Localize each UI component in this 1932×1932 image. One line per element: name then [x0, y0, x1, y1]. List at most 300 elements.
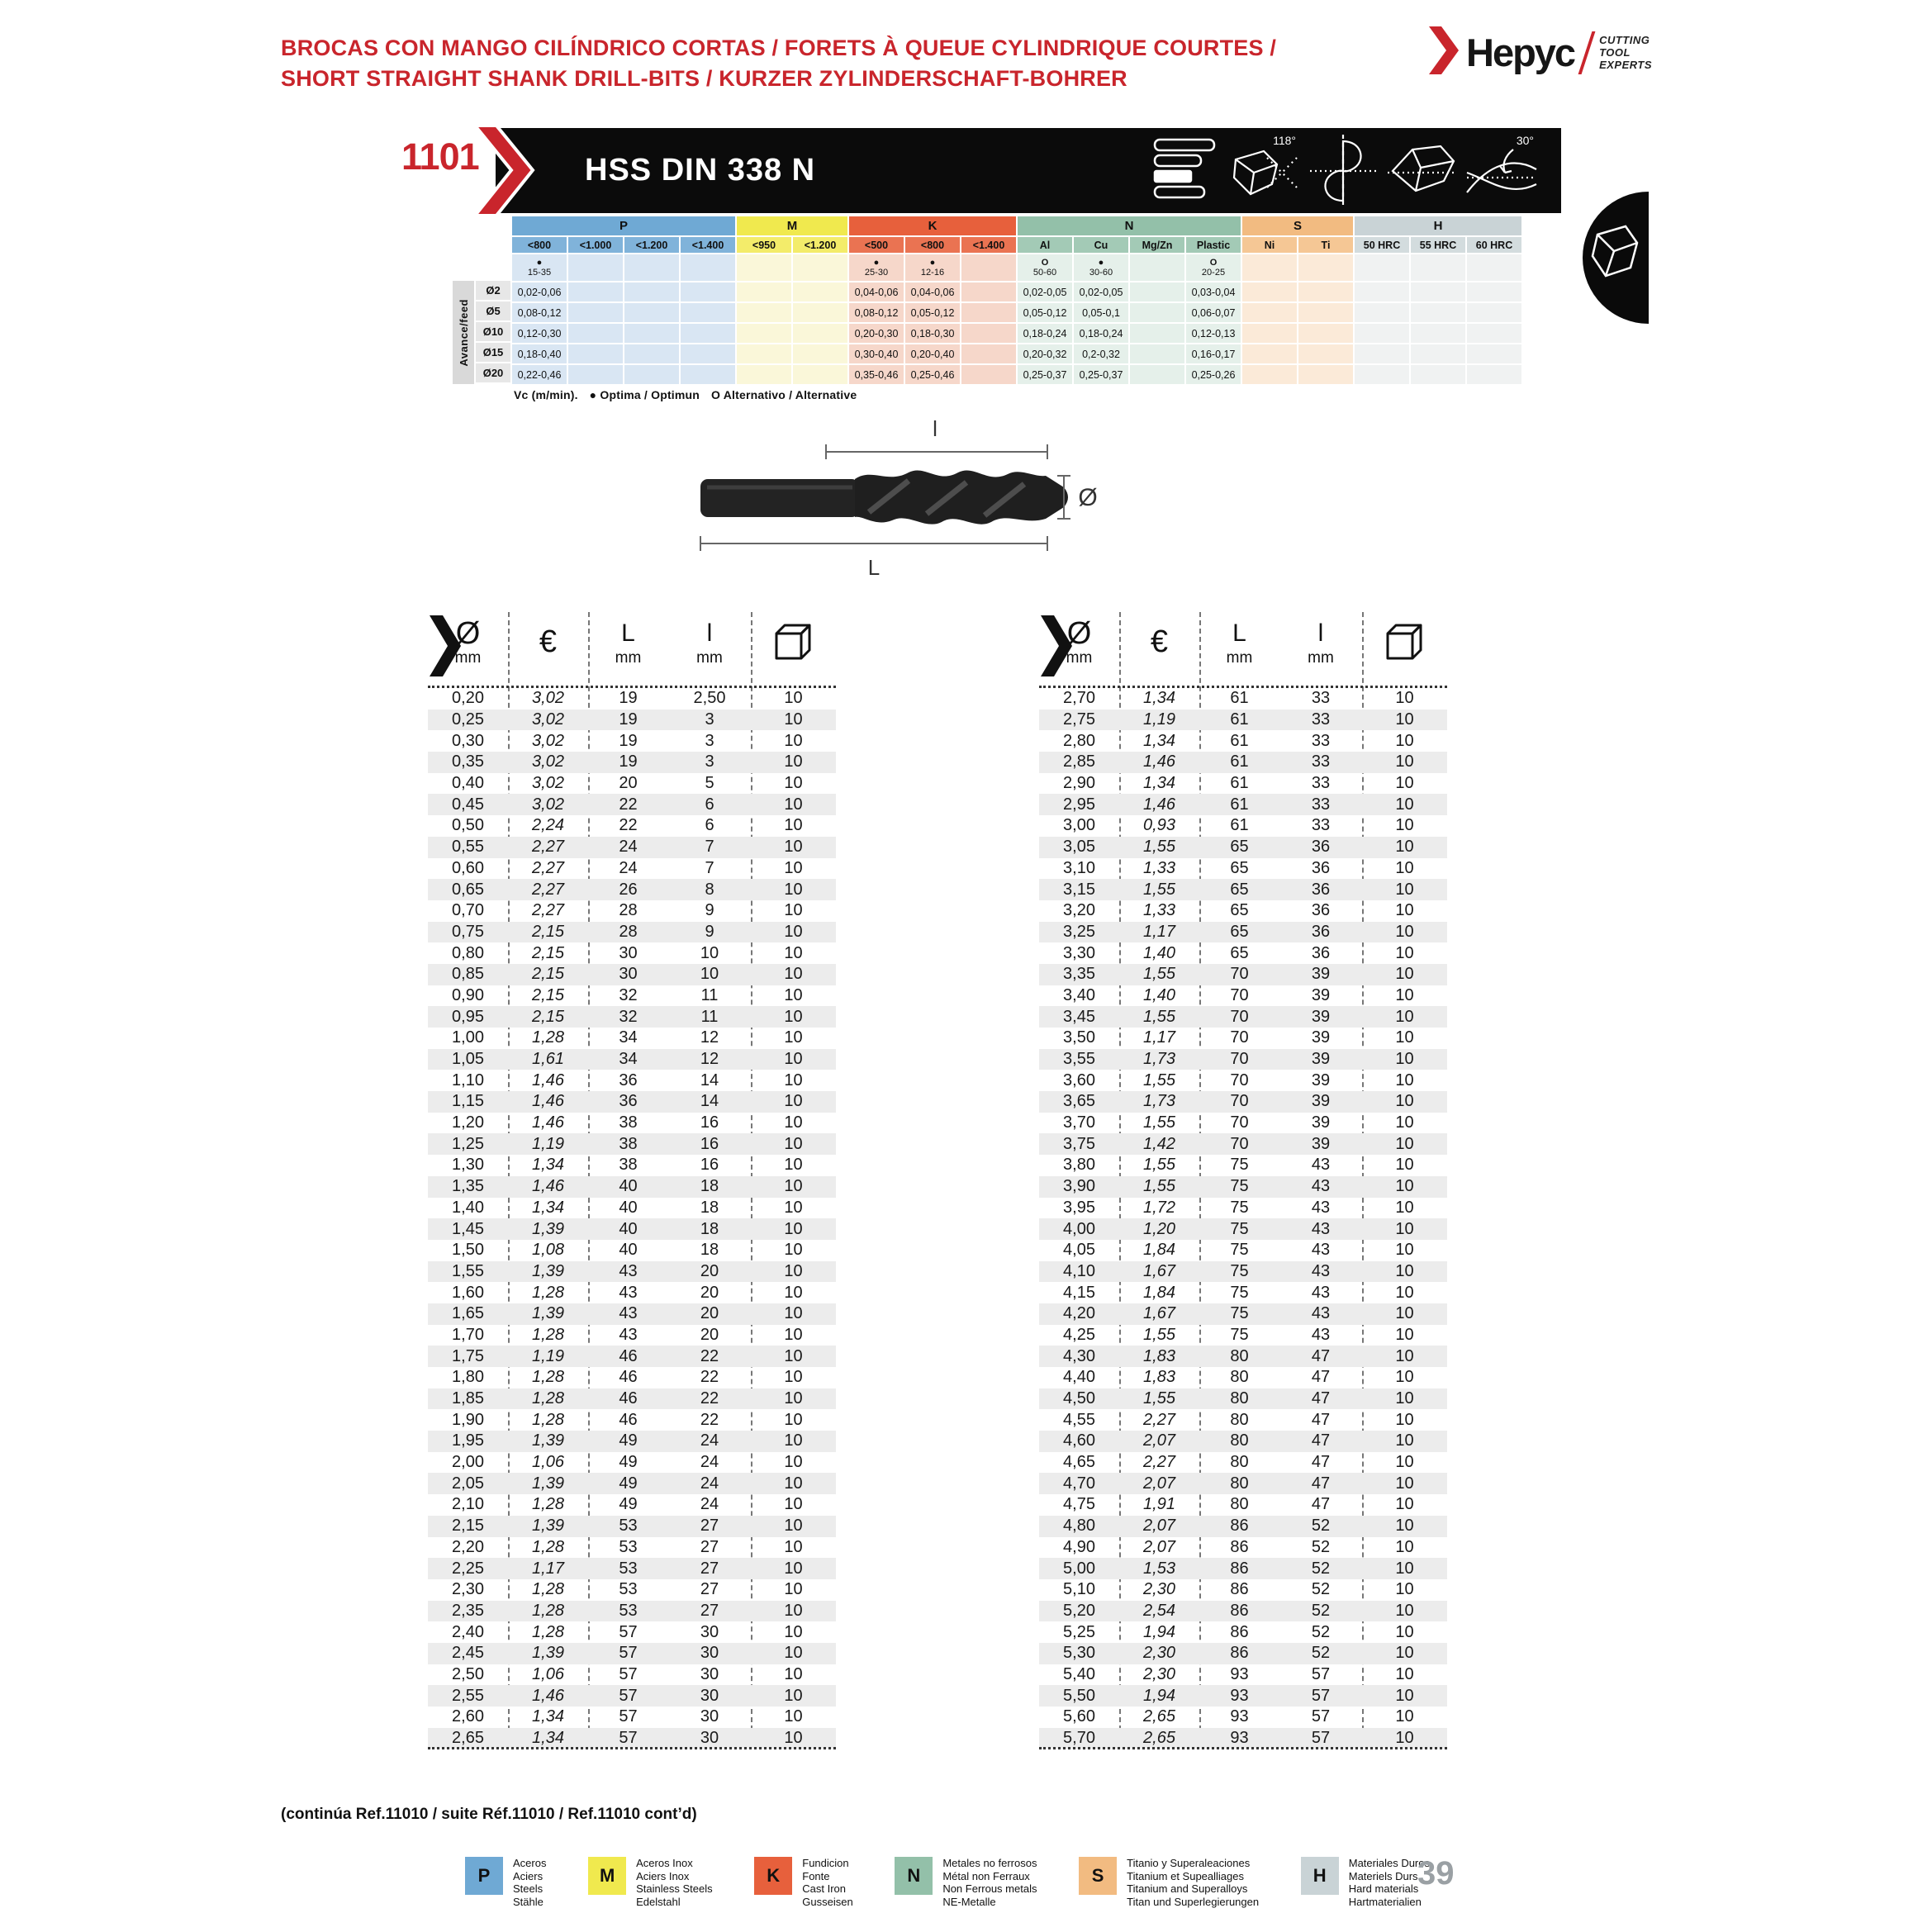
diameter-cell: 0,60 — [452, 858, 484, 877]
length-cell: 19 — [619, 731, 638, 750]
qty-cell: 10 — [1395, 1644, 1414, 1663]
point-angle-label: 118° — [1273, 134, 1296, 147]
feed-cell — [568, 363, 624, 384]
spec-subheader-cell: Cu — [1074, 235, 1130, 253]
legend-item-S — [1079, 1857, 1259, 1908]
price-cell: 1,83 — [1143, 1346, 1175, 1365]
diameter-cell: 1,25 — [452, 1134, 484, 1153]
legend-line: Materiels Durs — [1348, 1869, 1418, 1882]
vc-marker: ● — [536, 258, 543, 268]
qty-cell: 10 — [784, 1410, 803, 1429]
vc-cell — [512, 253, 568, 281]
price-cell: 2,27 — [532, 858, 564, 877]
diameter-cell: 3,15 — [1063, 880, 1095, 899]
diameter-cell: 2,35 — [452, 1601, 484, 1620]
flute-length-cell: 36 — [1311, 838, 1331, 857]
flute-length-cell: 39 — [1311, 985, 1331, 1004]
diameter-cell: 3,10 — [1063, 858, 1095, 877]
table-row — [1039, 1133, 1447, 1155]
spec-group-header-row — [512, 216, 1523, 235]
table-row — [428, 1049, 836, 1070]
diameter-cell: 0,95 — [452, 1007, 484, 1026]
length-cell: 40 — [619, 1177, 638, 1196]
price-cell: 1,55 — [1143, 1177, 1175, 1196]
qty-cell: 10 — [1395, 816, 1414, 835]
qty-cell: 10 — [784, 1007, 803, 1026]
feed-row-label: Ø10 — [476, 322, 510, 343]
price-cell: 1,28 — [532, 1622, 564, 1641]
shank-profile-icon — [1146, 130, 1222, 211]
qty-cell: 10 — [784, 1134, 803, 1153]
table-row — [1039, 1303, 1447, 1325]
price-cell: 1,46 — [532, 1177, 564, 1196]
table-row — [1039, 1685, 1447, 1707]
table-row — [1039, 1388, 1447, 1410]
diameter-cell: 2,25 — [452, 1559, 484, 1578]
price-cell: 1,34 — [1143, 689, 1175, 708]
flute-length-cell: 30 — [700, 1729, 719, 1748]
diameter-cell: 1,80 — [452, 1368, 484, 1387]
feed-cell: 0,18-0,30 — [905, 322, 961, 343]
legend-line: Stainless Steels — [636, 1882, 713, 1895]
flute-length-cell: 22 — [700, 1389, 719, 1408]
diameter-cell: 4,30 — [1063, 1346, 1095, 1365]
length-cell: 70 — [1230, 1070, 1249, 1089]
brand-chevron-icon — [1429, 26, 1459, 78]
price-cell: 2,30 — [1143, 1580, 1175, 1599]
table-row — [428, 1707, 836, 1728]
qty-cell: 10 — [784, 901, 803, 920]
diameter-cell: 4,80 — [1063, 1517, 1095, 1536]
table-row — [1039, 1494, 1447, 1516]
brand-name: Hepyc — [1466, 31, 1575, 74]
diameter-cell: 0,65 — [452, 880, 484, 899]
legend-item-H — [1301, 1857, 1430, 1908]
qty-cell: 10 — [1395, 1517, 1414, 1536]
length-unit: mm — [1226, 649, 1253, 667]
feed-cell — [681, 363, 737, 384]
flute-length-cell: 43 — [1311, 1177, 1331, 1196]
length-cell: 70 — [1230, 1050, 1249, 1069]
qty-cell: 10 — [1395, 1070, 1414, 1089]
table-row — [428, 985, 836, 1007]
qty-cell: 10 — [1395, 1410, 1414, 1429]
feed-cell — [1130, 301, 1186, 322]
price-cell: 1,40 — [1143, 943, 1175, 962]
table-row — [428, 1452, 836, 1474]
qty-cell: 10 — [784, 943, 803, 962]
qty-cell: 10 — [1395, 1622, 1414, 1641]
length-cell: 65 — [1230, 880, 1249, 899]
qty-cell: 10 — [784, 731, 803, 750]
qty-cell: 10 — [784, 1050, 803, 1069]
feed-cell — [1467, 301, 1523, 322]
price-cell: 1,55 — [1143, 838, 1175, 857]
diameter-cell: 2,65 — [452, 1729, 484, 1748]
flute-length-cell: 39 — [1311, 1028, 1331, 1047]
diameter-cell: 3,00 — [1063, 816, 1095, 835]
flute-length-cell: 22 — [700, 1368, 719, 1387]
legend-line: NE-Metalle — [942, 1895, 996, 1908]
price-table-right — [1039, 607, 1447, 1749]
qty-cell: 10 — [1395, 1261, 1414, 1280]
legend-text — [513, 1857, 546, 1908]
length-cell: 86 — [1230, 1559, 1249, 1578]
price-cell: 2,27 — [1143, 1410, 1175, 1429]
legend-line: Gusseisen — [802, 1895, 853, 1908]
feed-cell — [793, 343, 849, 363]
vc-value: 25-30 — [864, 268, 889, 278]
table-row — [1039, 1431, 1447, 1452]
diameter-cell: 4,55 — [1063, 1410, 1095, 1429]
flute-length-cell: 18 — [700, 1241, 719, 1260]
feed-cell — [1411, 363, 1467, 384]
price-cell: 2,27 — [1143, 1453, 1175, 1472]
feed-cell: 0,18-0,40 — [512, 343, 568, 363]
length-cell: 75 — [1230, 1283, 1249, 1302]
legend-item-M — [588, 1857, 713, 1908]
feed-cell — [1298, 322, 1355, 343]
feed-cell — [1355, 322, 1411, 343]
qty-cell: 10 — [784, 1198, 803, 1217]
price-cell: 1,91 — [1143, 1495, 1175, 1514]
table-row — [428, 1579, 836, 1601]
flute-length-cell: 7 — [705, 858, 714, 877]
price-cell: 1,55 — [1143, 1156, 1175, 1175]
vc-note-alternative: O Alternativo / Alternative — [711, 388, 857, 401]
qty-cell: 10 — [1395, 985, 1414, 1004]
price-cell: 3,02 — [532, 731, 564, 750]
price-cell: 2,07 — [1143, 1474, 1175, 1493]
diameter-symbol: Ø — [1066, 616, 1092, 651]
flute-length-cell: 16 — [700, 1156, 719, 1175]
flute-length-cell: 33 — [1311, 689, 1331, 708]
flute-length-cell: 33 — [1311, 731, 1331, 750]
price-cell: 3,02 — [532, 795, 564, 814]
table-row — [428, 752, 836, 773]
price-cell: 3,02 — [532, 710, 564, 729]
legend-line: Metales no ferrosos — [942, 1857, 1037, 1869]
point-angle-icon — [1226, 130, 1302, 211]
feed-cell — [568, 281, 624, 301]
flute-length-cell: 57 — [1311, 1686, 1331, 1705]
length-cell: 61 — [1230, 795, 1249, 814]
length-cell: 93 — [1230, 1729, 1249, 1748]
diameter-cell: 5,30 — [1063, 1644, 1095, 1663]
legend-line: Edelstahl — [636, 1895, 681, 1908]
vc-cell — [793, 253, 849, 281]
flute-length-cell: 24 — [700, 1474, 719, 1493]
table-row — [1039, 1643, 1447, 1664]
qty-cell: 10 — [1395, 1707, 1414, 1726]
feed-cell — [568, 301, 624, 322]
length-cell: 28 — [619, 901, 638, 920]
price-cell: 1,84 — [1143, 1241, 1175, 1260]
qty-cell: 10 — [784, 1644, 803, 1663]
qty-cell: 10 — [1395, 731, 1414, 750]
qty-cell: 10 — [1395, 752, 1414, 771]
qty-cell: 10 — [784, 1601, 803, 1620]
price-cell: 1,28 — [532, 1368, 564, 1387]
feed-cell: 0,35-0,46 — [849, 363, 905, 384]
flute-length-cell: 20 — [700, 1325, 719, 1344]
length-cell: 43 — [619, 1325, 638, 1344]
vc-value: 20-25 — [1201, 268, 1226, 278]
vc-cell — [1130, 253, 1186, 281]
diameter-cell: 4,60 — [1063, 1431, 1095, 1450]
table-row — [1039, 1621, 1447, 1643]
qty-cell: 10 — [1395, 1028, 1414, 1047]
flute-length-cell: 57 — [1311, 1664, 1331, 1683]
diameter-cell: 1,35 — [452, 1177, 484, 1196]
vc-cell — [1467, 253, 1523, 281]
price-cell: 1,17 — [532, 1559, 564, 1578]
feed-cell — [1467, 363, 1523, 384]
price-cell: 1,46 — [1143, 795, 1175, 814]
flute-length-cell: 30 — [700, 1686, 719, 1705]
materials-legend — [465, 1857, 1430, 1908]
page-edge-tab — [1583, 192, 1649, 324]
length-cell: 80 — [1230, 1431, 1249, 1450]
flute-length-cell: 52 — [1311, 1559, 1331, 1578]
price-cell: 1,34 — [532, 1707, 564, 1726]
table-row — [428, 710, 836, 731]
feed-cell — [1355, 301, 1411, 322]
feed-row-label: Ø15 — [476, 343, 510, 363]
feed-row-label: Ø2 — [476, 281, 510, 301]
price-cell: 2,15 — [532, 1007, 564, 1026]
diameter-cell: 2,10 — [452, 1495, 484, 1514]
diameter-cell: 2,20 — [452, 1537, 484, 1556]
diameter-cell: 2,50 — [452, 1664, 484, 1683]
bottom-rule — [428, 1747, 836, 1749]
price-symbol: € — [539, 624, 558, 659]
material-group-N: N — [1018, 216, 1242, 235]
qty-cell: 10 — [784, 1070, 803, 1089]
table-row — [1039, 837, 1447, 858]
vc-value: 15-35 — [527, 268, 552, 278]
flute-length-cell: 33 — [1311, 774, 1331, 793]
table-row — [1039, 1452, 1447, 1474]
length-cell: 75 — [1230, 1156, 1249, 1175]
flute-length-cell: 9 — [705, 922, 714, 941]
spec-subheader-cell: <1.400 — [681, 235, 737, 253]
flute-length-cell: 3 — [705, 731, 714, 750]
qty-cell: 10 — [1395, 1686, 1414, 1705]
feed-cell — [681, 281, 737, 301]
price-cell: 1,34 — [1143, 731, 1175, 750]
vc-cell — [681, 253, 737, 281]
qty-cell: 10 — [784, 1346, 803, 1365]
table-row — [1039, 1261, 1447, 1283]
price-cell: 2,27 — [532, 838, 564, 857]
qty-cell: 10 — [784, 1559, 803, 1578]
flute-length-cell: 20 — [700, 1283, 719, 1302]
length-cell: 61 — [1230, 816, 1249, 835]
table-row — [428, 1240, 836, 1261]
flute-length-cell: 52 — [1311, 1517, 1331, 1536]
length-cell: 38 — [619, 1113, 638, 1132]
diameter-cell: 2,75 — [1063, 710, 1095, 729]
table-row — [428, 922, 836, 943]
flute-length-cell: 18 — [700, 1177, 719, 1196]
feed-cell — [681, 343, 737, 363]
flute-length-cell: 10 — [700, 965, 719, 984]
material-group-H: H — [1355, 216, 1523, 235]
diameter-cell: 0,30 — [452, 731, 484, 750]
table-row — [428, 1346, 836, 1367]
length-cell: 75 — [1230, 1219, 1249, 1238]
legend-swatch-K: K — [754, 1857, 792, 1895]
table-row — [428, 1643, 836, 1664]
table-row — [428, 1601, 836, 1622]
table-row — [1039, 1325, 1447, 1346]
vc-cell — [1074, 253, 1130, 281]
material-group-S: S — [1242, 216, 1355, 235]
flute-length-cell: 47 — [1311, 1431, 1331, 1450]
flute-length-cell: 3 — [705, 752, 714, 771]
diameter-cell: 3,40 — [1063, 985, 1095, 1004]
diameter-cell: 4,70 — [1063, 1474, 1095, 1493]
qty-cell: 10 — [1395, 689, 1414, 708]
table-row — [428, 1664, 836, 1686]
table-row — [428, 1325, 836, 1346]
qty-cell: 10 — [1395, 1474, 1414, 1493]
qty-cell: 10 — [784, 774, 803, 793]
flute-length-cell: 30 — [700, 1664, 719, 1683]
length-cell: 38 — [619, 1156, 638, 1175]
price-cell: 2,65 — [1143, 1729, 1175, 1748]
table-row — [1039, 1473, 1447, 1494]
length-cell: 86 — [1230, 1537, 1249, 1556]
feed-cell — [624, 322, 681, 343]
qty-cell: 10 — [1395, 1092, 1414, 1111]
flute-symbol: l — [706, 619, 713, 647]
legend-text — [1127, 1857, 1259, 1908]
table-row — [1039, 1028, 1447, 1049]
qty-cell: 10 — [1395, 1580, 1414, 1599]
qty-cell: 10 — [1395, 1219, 1414, 1238]
flute-length-cell: 47 — [1311, 1474, 1331, 1493]
feed-cell — [1298, 281, 1355, 301]
flute-length-cell: 43 — [1311, 1156, 1331, 1175]
flute-length-cell: 36 — [1311, 922, 1331, 941]
feed-cell — [1467, 322, 1523, 343]
table-row — [1039, 1707, 1447, 1728]
flute-symbol: l — [1317, 619, 1324, 647]
flute-length-cell: 33 — [1311, 795, 1331, 814]
qty-cell: 10 — [1395, 774, 1414, 793]
table-row — [1039, 942, 1447, 964]
qty-cell: 10 — [784, 922, 803, 941]
flute-length-cell: 24 — [700, 1453, 719, 1472]
length-cell: 22 — [619, 816, 638, 835]
length-cell: 75 — [1230, 1198, 1249, 1217]
length-cell: 86 — [1230, 1580, 1249, 1599]
feed-cell — [1411, 301, 1467, 322]
feed-cell — [624, 301, 681, 322]
tab-drill-tip-icon — [1583, 192, 1649, 324]
feed-cell: 0,25-0,37 — [1018, 363, 1074, 384]
flute-length-cell: 18 — [700, 1198, 719, 1217]
qty-cell: 10 — [1395, 1325, 1414, 1344]
feed-cell: 0,16-0,17 — [1186, 343, 1242, 363]
table-row — [428, 1133, 836, 1155]
price-cell: 3,02 — [532, 752, 564, 771]
helix-angle-icon — [1464, 130, 1540, 211]
qty-cell: 10 — [1395, 901, 1414, 920]
diameter-cell: 2,15 — [452, 1517, 484, 1536]
vc-cell — [1411, 253, 1467, 281]
diameter-cell: 0,85 — [452, 965, 484, 984]
length-unit: mm — [615, 649, 642, 667]
table-row — [428, 1155, 836, 1176]
qty-cell: 10 — [784, 1686, 803, 1705]
spec-subheader-cell: <800 — [512, 235, 568, 253]
legend-line: Titanium and Superalloys — [1127, 1882, 1248, 1895]
legend-line: Métal non Ferraux — [942, 1869, 1030, 1882]
qty-cell: 10 — [1395, 1601, 1414, 1620]
feed-cell: 0,05-0,1 — [1074, 301, 1130, 322]
feed-row-label: Ø5 — [476, 301, 510, 322]
table-row — [428, 1431, 836, 1452]
price-cell: 2,30 — [1143, 1644, 1175, 1663]
feed-cell — [1298, 363, 1355, 384]
flute-length-cell: 36 — [1311, 943, 1331, 962]
price-cell: 1,67 — [1143, 1304, 1175, 1323]
feed-cell — [1242, 363, 1298, 384]
length-cell: 75 — [1230, 1261, 1249, 1280]
qty-cell: 10 — [784, 1537, 803, 1556]
diameter-cell: 2,55 — [452, 1686, 484, 1705]
price-cell: 1,55 — [1143, 1325, 1175, 1344]
legend-swatch-S: S — [1079, 1857, 1117, 1895]
price-symbol: € — [1150, 624, 1169, 659]
flute-length-cell: 43 — [1311, 1261, 1331, 1280]
table-row — [1039, 1218, 1447, 1240]
col-header-diameter — [428, 617, 508, 667]
table-row — [1039, 688, 1447, 710]
length-cell: 86 — [1230, 1644, 1249, 1663]
length-cell: 46 — [619, 1368, 638, 1387]
qty-cell: 10 — [1395, 710, 1414, 729]
flute-length-cell: 36 — [1311, 880, 1331, 899]
feed-cell: 0,02-0,06 — [512, 281, 568, 301]
price-cell: 2,27 — [532, 880, 564, 899]
table-row — [428, 1091, 836, 1113]
price-cell: 1,46 — [532, 1092, 564, 1111]
col-header-price — [508, 625, 588, 658]
feed-cell: 0,02-0,05 — [1018, 281, 1074, 301]
table-row — [1039, 1664, 1447, 1686]
drill-tip-icon — [1384, 130, 1460, 211]
table-row — [1039, 794, 1447, 815]
length-cell: 43 — [619, 1304, 638, 1323]
length-cell: 75 — [1230, 1241, 1249, 1260]
flute-length-cell: 39 — [1311, 1134, 1331, 1153]
spec-table — [512, 216, 1523, 384]
table-row — [428, 1113, 836, 1134]
table-row — [1039, 1409, 1447, 1431]
spec-subheader-cell: 55 HRC — [1411, 235, 1467, 253]
diameter-cell: 0,75 — [452, 922, 484, 941]
feed-cell — [624, 343, 681, 363]
table-row — [428, 1367, 836, 1388]
price-cell: 2,15 — [532, 943, 564, 962]
length-cell: 80 — [1230, 1346, 1249, 1365]
legend-item-N — [895, 1857, 1037, 1908]
length-cell: 70 — [1230, 1028, 1249, 1047]
